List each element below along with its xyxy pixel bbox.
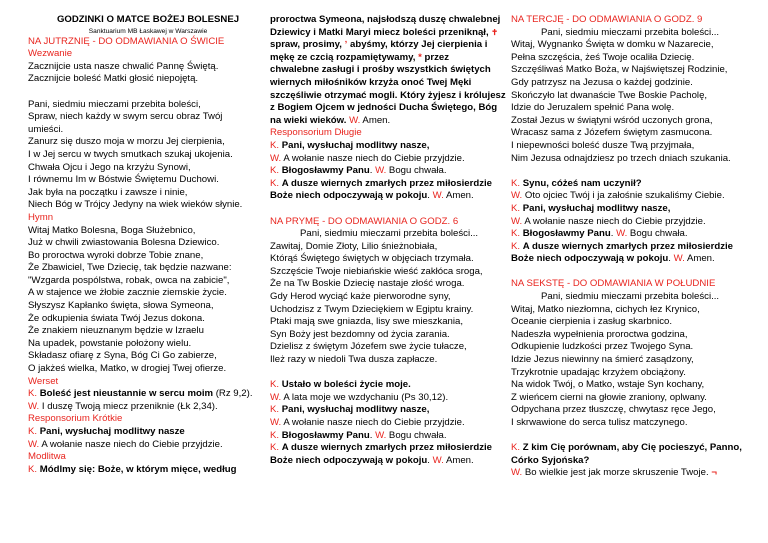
text-line: Dzielisz z świętym Józefem swe życie tułacze, <box>270 341 467 353</box>
text-line: Że znakiem nieuznanym będzie w Izraelu <box>28 325 204 337</box>
resp-long-line: W. A wołanie nasze niech do Ciebie przyjdzie. <box>270 152 465 164</box>
text-line: Ileż razy w niedoli Twa dusza zapłacze. <box>270 354 438 366</box>
text-line: Syn Boży jest bezdomny od życia zarania. <box>270 328 450 340</box>
text-line: Witaj, Matko niezłomna, cichych łez Krynico, <box>511 303 700 315</box>
text-line: Którąś Świętego świętych w objęciach trzymała. <box>270 253 474 265</box>
text-line: Z wieńcem cierni na głowie zraniony, oplwany. <box>511 391 707 403</box>
section-heading-seksta: NA SEKSTĘ - DO ODMAWIANIA W POŁUDNIE <box>511 278 716 290</box>
text-line: Został Jezus w świątyni wśród uczonych grona, <box>511 114 713 126</box>
text-line: Odpychana przez tłuszczę, chwytasz ręce Jego, <box>511 404 716 416</box>
resp-line-1: K. Pani, wysłuchaj modlitwy nasze <box>28 426 185 437</box>
section-heading-pryma: NA PRYMĘ - DO ODMAWIANIA O GODZ. 6 <box>270 215 459 227</box>
prayer-line: z Bogiem Ojcem w jedności Ducha Świętego, Bóg <box>270 102 498 114</box>
text-line: I skrwawione do serca tulisz matczynego. <box>511 417 688 428</box>
text-line: Pani, siedmiu mieczami przebita boleści, <box>28 98 201 110</box>
resp-long-line: K. Błogosławmy Panu. W. Bogu chwała. <box>270 165 447 177</box>
text-line: Idzie do Jeruzalem spełnić Pana wolę. <box>511 102 675 114</box>
pryma-resp-line: W. A wołanie nasze niech do Ciebie przyjdzie. <box>270 417 465 428</box>
text-line: Spraw, niech każdy w swym sercu obraz Twój <box>28 111 223 123</box>
resp-long-line: Boże niech odpoczywają w pokoju. W. Amen. <box>270 190 474 202</box>
document-title: GODZINKI O MATCE BOŻEJ BOLESNEJ <box>56 14 240 25</box>
text-line: Nim Jezusa odnajdziesz po trzech dniach szukania. <box>511 152 731 164</box>
text-line: Na widok Twój, o Matko, wstaje Syn kochany, <box>511 379 705 391</box>
text-line: Że Zbawiciel, Twe Dziecię, tak będzie nazwane: <box>28 262 232 274</box>
document-subtitle: Sanktuarium MB Łaskawej w Warszawie <box>88 27 208 35</box>
prayer-line: proroctwa Symeona, najsłodszą duszę chwalebnej <box>270 14 501 25</box>
text-line: Szczęście Twoje niebiańskie wieść zakłóca sroga, <box>270 265 483 277</box>
pryma-resp-line: K. Ustało w boleści życie moje. <box>270 379 411 391</box>
resp-long-line: K. A dusze wiernych zmarłych przez miłosierdzie <box>270 177 492 189</box>
text-line: Idzie Jezus niewinny na śmierć zasądzony, <box>511 354 694 366</box>
prayer-line: szczęśliwie otrzymać mogli. Który żyjesz i królujesz <box>270 89 506 101</box>
tercja-resp-line: Boże niech odpoczywają w pokoju. W. Amen. <box>511 253 715 265</box>
prayer-line: chwalebne zasługi i prośby wszystkich świętych <box>270 64 491 76</box>
text-line: Niech Bóg w Trójcy Jedyny na wiek wieków słynie. <box>28 199 243 211</box>
text-line: Jak była na początku i zawsze i ninie, <box>28 186 188 198</box>
text-line: Chwała Ojcu i Jego na krzyżu Synowi, <box>28 161 191 173</box>
tercja-resp-line: K. A dusze wiernych zmarłych przez miłosierdzie <box>511 240 733 252</box>
text-line: Bo proroctwa wyroki dobrze Tobie znane, <box>28 249 204 261</box>
column-2 <box>270 14 510 467</box>
tercja-resp-line: W. Oto ojciec Twój i ja załośnie szukaliśmy Ciebie. <box>511 190 725 202</box>
text-line: Zanurz się duszo moja w morzu Jej cierpienia, <box>28 136 225 148</box>
pryma-resp-line: Boże niech odpoczywają w pokoju. W. Amen. <box>270 454 474 466</box>
text-line: Zacznijcie boleść Matki głosić niepojętą. <box>28 73 199 85</box>
pryma-resp-line: K. Pani, wysłuchaj modlitwy nasze, <box>270 404 430 416</box>
resp-long-line: K. Pani, wysłuchaj modlitwy nasze, <box>270 139 430 151</box>
text-line: I równemu Im w Bóstwie Świętemu Duchowi. <box>28 174 219 186</box>
text-line: Gdy patrzysz na Jezusa o każdej godzinie. <box>511 76 693 88</box>
werset-line-1: K. Boleść jest nieustannie w sercu moim (Rz 9,2). <box>28 388 253 400</box>
prayer-line: Dziewicy i Matki Maryi miecz boleści przeniknął, ✝ <box>270 26 498 38</box>
text-line: Szczęśliwaś Matko Boża, w Najświętszej Rodzinie, <box>511 64 728 76</box>
text-line: Gdy Herod wyciąć każe pierworodne syny, <box>270 291 451 303</box>
text-line: Że na Tw Boskie Dziecię nastaje złość wroga. <box>270 278 465 290</box>
text-line: Składasz ofiarę z Syna, Bóg Ci Go zabierze, <box>28 350 217 362</box>
text-line: Na upadek, powstanie położony wielu. <box>28 337 192 349</box>
text-line: Ptaki mają swe gniazda, lisy swe mieszkania, <box>270 316 464 328</box>
cross-icon: ✝ <box>491 27 498 37</box>
text-line: Zacznijcie usta nasze chwalić Pannę Świętą. <box>28 60 219 72</box>
seksta-resp-line: K. Z kim Cię porównam, aby Cię pocieszyć, Panno, <box>511 442 742 454</box>
text-line: Pani, siedmiu mieczami przebita boleści... <box>300 228 479 240</box>
label-modlitwa: Modlitwa <box>28 451 66 463</box>
text-line: Uchodzisz z Twym Dzieciękiem w Egiptu krainy. <box>270 303 474 315</box>
prayer-line: mękę ze czcią rozpamiętywamy, * przez <box>270 51 450 63</box>
asterisk-icon: * <box>418 51 422 63</box>
text-line: Skończyło lat dwanaście Twe Boskie Pacholę, <box>511 89 708 101</box>
section-heading-tercja: NA TERCJĘ - DO ODMAWIANIA O GODZ. 9 <box>511 14 703 25</box>
prayer-line: wiernych miłośników krzyża onoć Twej Męki <box>270 76 472 88</box>
text-line: Odkupienie ludzkości przez Twojego Syna. <box>511 341 694 353</box>
text-line: Pełna szczęścia, żeś Twoje ocaliła Dziecię. <box>511 51 695 63</box>
text-line: Już w chwili zwiastowania Bolesna Dziewico. <box>28 237 220 249</box>
prayer-line-amen: na wieki wieków. W. Amen. <box>270 114 391 126</box>
comma-mark-icon: ʼ <box>344 39 348 51</box>
resp-line-2: W. A wołanie nasze niech do Ciebie przyjdzie. <box>28 438 223 450</box>
text-line: Słyszysz Kapłanko święta, słowa Symeona, <box>28 300 214 312</box>
text-line: Witaj, Wygnanko Święta w domku w Nazarecie, <box>511 39 714 51</box>
pryma-resp-line: W. A lata moje we wzdychaniu (Ps 30,12). <box>270 391 449 403</box>
prayer-line: spraw, prosimy, ʼ abyśmy, którzy Jej cierpienia i <box>270 39 488 51</box>
text-line: I niepewności boleść dusze Twą przyjmała, <box>511 139 695 151</box>
text-line: Pani, siedmiu mieczami przebita boleści... <box>541 26 720 38</box>
text-line: "Wzgarda pospólstwa, robak, owca na zabicie", <box>28 274 230 286</box>
werset-line-2: W. I duszę Twoją miecz przeniknie (Łk 2,34). <box>28 400 218 412</box>
text-line: O jakżeś wielka, Matko, w drogiej Twej ofierze. <box>28 363 227 375</box>
column-1 <box>28 14 268 476</box>
seksta-resp-line: Córko Syjońska? <box>511 454 590 466</box>
text-line: Wracasz sama z Józefem świętym zasmucona. <box>511 127 713 139</box>
turn-arrow-icon: ¬ <box>711 467 717 479</box>
tercja-resp-line: K. Synu, cóżeś nam uczynił? <box>511 177 642 189</box>
text-line: Witaj Matko Bolesna, Boga Służebnico, <box>28 224 196 236</box>
tercja-resp-line: K. Pani, wysłuchaj modlitwy nasze, <box>511 202 671 214</box>
label-werset: Werset <box>28 375 59 387</box>
modlitwa-line: K. Módlmy się: Boże, w którym mięce, według <box>28 463 237 475</box>
column-3 <box>511 14 751 480</box>
text-line: I w Jej sercu w twych smutkach szukaj ukojenia. <box>28 148 233 160</box>
pryma-resp-line: K. A dusze wiernych zmarłych przez miłosierdzie <box>270 442 492 454</box>
label-wezwanie: Wezwanie <box>28 48 73 60</box>
section-heading-jutrznia: NA JUTRZNIĘ - DO ODMAWIANIA O ŚWICIE <box>28 35 225 47</box>
tercja-resp-line: K. Błogosławmy Panu. W. Bogu chwała. <box>511 228 688 240</box>
tercja-resp-line: W. A wołanie nasze niech do Ciebie przyjdzie. <box>511 215 706 227</box>
text-line: Oceanie cierpienia i zasług skarbnico. <box>511 316 673 328</box>
text-line: Że odkupienia świata Twój Jezus dokona. <box>28 312 205 324</box>
seksta-resp-line: W. Bo wielkie jest jak morze skruszenie Twoje. ¬ <box>511 467 717 479</box>
text-line: Trzykrotnie upadając krzyżem obciążony. <box>511 366 686 378</box>
pryma-resp-line: K. Błogosławmy Panu. W. Bogu chwała. <box>270 429 447 441</box>
label-responsorium-dlugie: Responsorium Długie <box>270 127 362 139</box>
text-line: Pani, siedmiu mieczami przebita boleści... <box>541 291 720 303</box>
text-line: Nadeszła wypełnienia proroctwa godzina, <box>511 328 688 340</box>
text-line: Zawitaj, Domie Złoty, Lilio śnieżnobiała, <box>270 240 438 252</box>
text-line: umieści. <box>28 123 64 135</box>
label-hymn: Hymn <box>28 211 54 223</box>
label-responsorium-krotkie: Responsorium Krótkie <box>28 413 123 425</box>
text-line: A w stajence we żłobie zacznie ziemskie życie. <box>28 287 227 299</box>
